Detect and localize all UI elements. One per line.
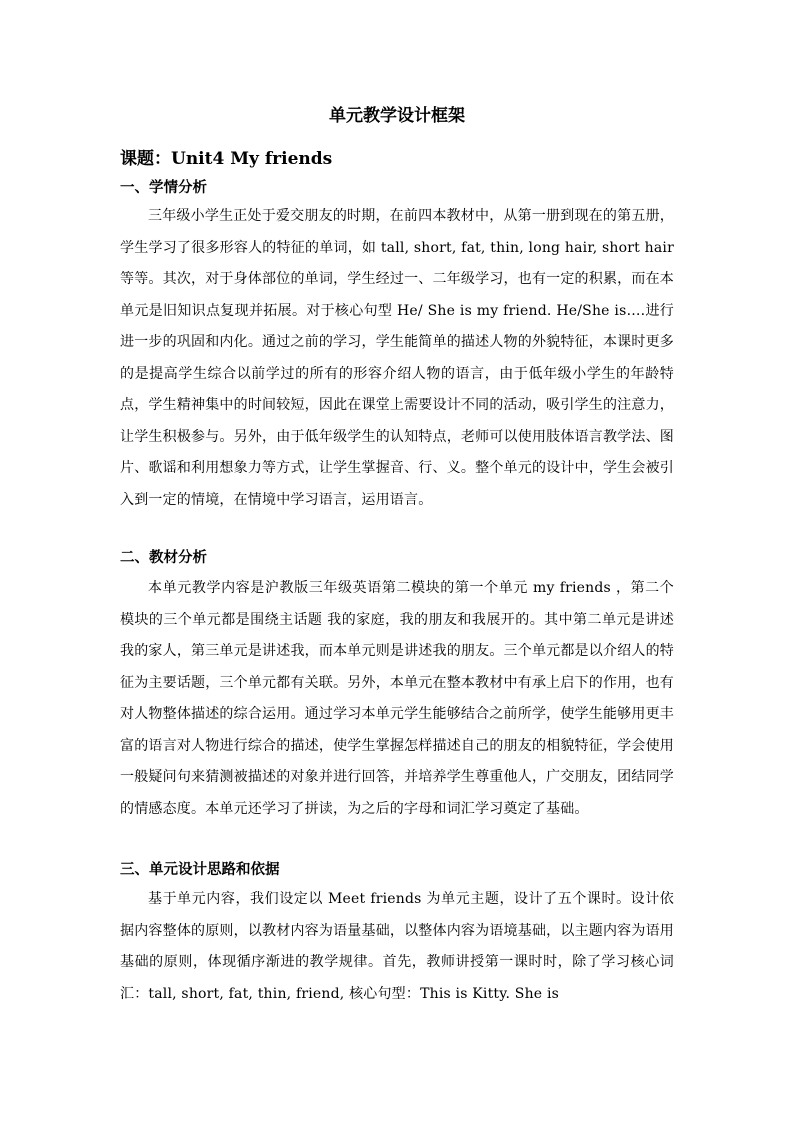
course-title: 课题：Unit4 My friends	[120, 149, 333, 169]
section-heading-design-rationale: 三、单元设计思路和依据	[120, 861, 280, 878]
section-body-material-analysis: 本单元教学内容是沪教版三年级英语第二模块的第一个单元 my friends ，第二个模块的三个单元都是围绕主话题 我的家庭，我的朋友和我展开的。其中第二单元是讲述我的家人，第三单元是讲述我，而本单元则是讲述我的朋友。三个单元都是以介绍人的特征为主要话题，三个单元都有关联。另外，本单元在整本教材中有承上启下的作用，也有对人物整体描述的综合运用。通过学习本单元学生能够结合之前所学，使学生能够用更丰富的语言对人物进行综合的描述，使学生掌握怎样描述自己的朋友的相貌特征，学会使用一般疑问句来猜测被描述的对象并进行回答，并培养学生尊重他人，广交朋友，团结同学的情感态度。本单元还学习了拼读，为之后的字母和词汇学习奠定了基础。	[120, 580, 674, 817]
section-heading-material-analysis: 二、教材分析	[120, 549, 207, 566]
section-heading-learner-analysis: 一、学情分析	[120, 179, 207, 196]
section-body-design-rationale: 基于单元内容，我们设定以 Meet friends 为单元主题，设计了五个课时。设计依据内容整体的原则，以教材内容为语量基础，以整体内容为语境基础，以主题内容为语用基础的原则，体现循序渐进的教学规律。首先，教师讲授第一课时时，除了学习核心词汇：tall, short, fat, thin, friend, 核心句型：This is Kitty. She is	[120, 891, 674, 1002]
section-body-learner-analysis: 三年级小学生正处于爱交朋友的时期，在前四本教材中，从第一册到现在的第五册，学生学习了很多形容人的特征的单词，如 tall, short, fat, thin, long hair, short hair 等等。其次，对于身体部位的单词，学生经过一、二年级学习，也有一定的积累，而在本单元是旧知识点复现并拓展。对于核心句型 He/ She is my friend. He/She is….进行进一步的巩固和内化。通过之前的学习，学生能简单的描述人物的外貌特征，本课时更多的是提高学生综合以前学过的所有的形容介绍人物的语言，由于低年级小学生的年龄特点，学生精神集中的时间较短，因此在课堂上需要设计不同的活动，吸引学生的注意力，让学生积极参与。另外，由于低年级学生的认知特点，老师可以使用肢体语言教学法、图片、歌谣和利用想象力等方式，让学生掌握音、行、义。整个单元的设计中，学生会被引入到一定的情境，在情境中学习语言，运用语言。	[120, 208, 674, 508]
document-title: 单元教学设计框架	[329, 106, 465, 126]
